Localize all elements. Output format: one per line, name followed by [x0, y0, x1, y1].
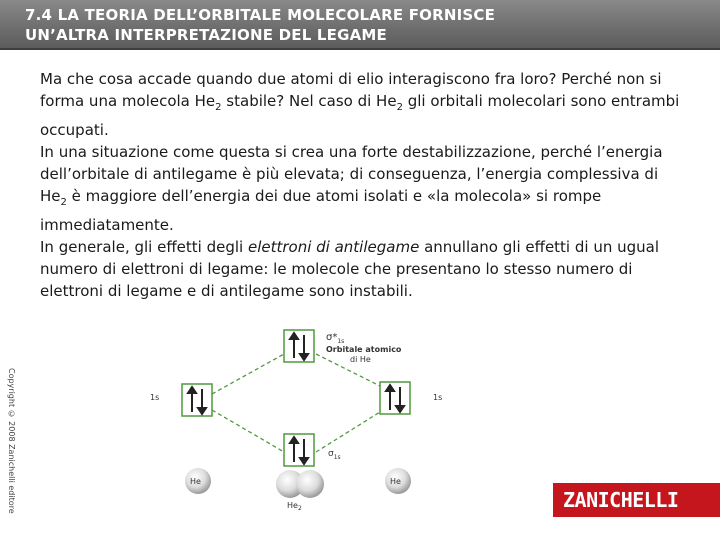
section-number: 7.4: [25, 6, 53, 24]
copyright-notice: Copyright © 2008 Zanichelli editore: [7, 368, 16, 514]
zanichelli-logo: ZANICHELLI: [553, 483, 720, 517]
atomic-orbital-label-2: di He: [350, 355, 371, 364]
p3-emphasis: elettroni di antilegame: [247, 238, 420, 256]
title-line-1: LA TEORIA DELL’ORBITALE MOLECOLARE FORNISCE: [57, 6, 496, 24]
slide-title: [25, 5, 495, 45]
sigma-label: $\sigma_{1s}$: [328, 449, 341, 461]
paragraph-2: [40, 141, 680, 236]
he2-sphere-b: [296, 470, 324, 498]
sigma-star-box: [284, 330, 314, 362]
paragraph-3: [40, 236, 680, 302]
p1-sub-1: 2: [215, 102, 222, 113]
left-1s-box: [182, 384, 212, 416]
p2-text-a: In una situazione come questa si crea una forte destabilizzazione, perché l’energia dell’orbitale di antilegame è più elevata; di conseguenza, l’energia complessiva di He: [40, 143, 663, 205]
paragraph-1: [40, 68, 680, 141]
title-line-2: UN’ALTRA INTERPRETAZIONE DEL LEGAME: [25, 26, 387, 44]
title-bar: [0, 0, 720, 50]
body-text: [40, 68, 680, 302]
he-left-label: He: [190, 477, 201, 486]
p2-sub: 2: [60, 197, 67, 208]
p3-text-a: In generale, gli effetti degli: [40, 238, 248, 256]
right-1s-box: [380, 382, 410, 414]
mo-diagram: [140, 326, 450, 538]
p3-text-b: annullano gli effetti di un ugual numero di elettroni di legame: le molecole che presentano lo stesso numero di elettroni di legame e di antilegame sono instabili.: [40, 238, 660, 300]
sigma-box: [284, 434, 314, 466]
left-1s-label: 1s: [150, 393, 160, 402]
p2-text-b: è maggiore dell’energia dei due atomi isolati e «la molecola» si rompe immediatamente.: [40, 187, 602, 234]
p1-text-c: gli orbitali molecolari sono entrambi occupati.: [40, 92, 680, 139]
p1-text-a: Ma che cosa accade quando due atomi di elio interagiscono fra loro? Perché non si forma una molecola He: [40, 70, 662, 110]
he2-label: $He_2$: [287, 501, 302, 512]
p1-text-b: stabile? Nel caso di He: [221, 92, 397, 110]
sigma-star-label: $\sigma*_{1s}$: [326, 332, 345, 345]
he-right-label: He: [390, 477, 401, 486]
right-1s-label: 1s: [433, 393, 443, 402]
atomic-orbital-label-1: Orbitale atomico: [326, 345, 402, 354]
p1-sub-2: 2: [396, 102, 403, 113]
